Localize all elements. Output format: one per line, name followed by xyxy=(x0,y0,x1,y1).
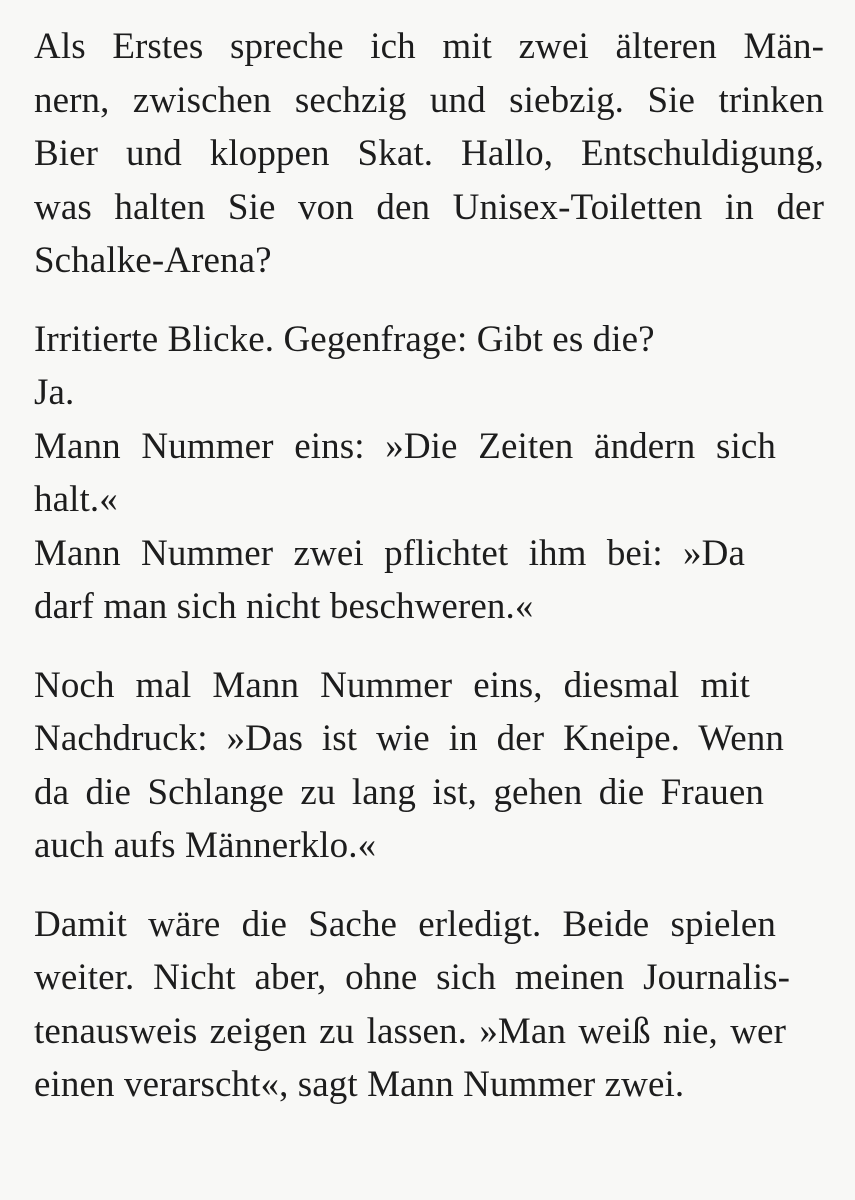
text-line: auch aufs Männerklo.« xyxy=(34,825,377,866)
text-line: Damit wäre die Sache erledigt. Beide spielen xyxy=(34,903,776,945)
paragraph-4 xyxy=(34,898,834,1112)
text-line: Mann Nummer zwei pflichtet ihm bei: »Da xyxy=(34,532,745,574)
text-line: Mann Nummer eins: »Die Zeiten ändern sich xyxy=(34,425,776,467)
text-line: Irritierte Blicke. Gegenfrage: Gibt es die? xyxy=(34,318,655,360)
text-line: Noch mal Mann Nummer eins, diesmal mit xyxy=(34,664,750,706)
text-line: Nachdruck: »Das ist wie in der Kneipe. Wenn xyxy=(34,718,784,759)
paragraph-gap xyxy=(34,288,834,313)
paragraph-1 xyxy=(34,20,834,288)
text-line: halt.« xyxy=(34,479,118,520)
paragraph-gap xyxy=(34,873,834,898)
text-line: darf man sich nicht beschweren.« xyxy=(34,586,534,627)
paragraph-gap xyxy=(34,634,834,659)
text-line: Schalke-Arena? xyxy=(34,240,272,281)
text-line: einen verarscht«, sagt Mann Nummer zwei. xyxy=(34,1064,685,1105)
text-line: weiter. Nicht aber, ohne sich meinen Journalis- xyxy=(34,957,790,998)
book-page xyxy=(34,20,834,1112)
paragraph-2 xyxy=(34,313,834,634)
text-line: Ja. xyxy=(34,372,75,413)
text-line: tenausweis zeigen zu lassen. »Man weiß nie, wer xyxy=(34,1010,786,1052)
paragraph-3 xyxy=(34,659,834,873)
text-line: Bier und kloppen Skat. Hallo, Entschuldigung, xyxy=(34,133,824,174)
text-line: Als Erstes spreche ich mit zwei älteren Män- xyxy=(34,26,824,67)
text-line: was halten Sie von den Unisex-Toiletten in der xyxy=(34,186,824,228)
text-line: da die Schlange zu lang ist, gehen die Frauen xyxy=(34,771,764,813)
text-line: nern, zwischen sechzig und siebzig. Sie trinken xyxy=(34,79,824,121)
